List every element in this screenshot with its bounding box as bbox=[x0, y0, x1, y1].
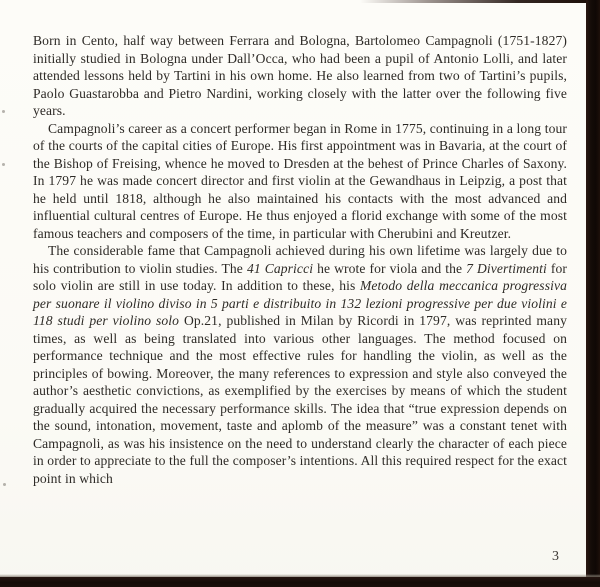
paragraph bbox=[33, 242, 567, 487]
scan-border-right bbox=[586, 0, 600, 587]
scan-speck bbox=[2, 163, 5, 166]
page-text bbox=[33, 32, 567, 487]
italic-text-run: 41 Capricci bbox=[246, 260, 314, 276]
scan-border-bottom bbox=[0, 577, 600, 587]
italic-text-run: 7 Divertimenti bbox=[466, 260, 547, 276]
italic-text-run: Metodo della meccanica progressiva per suonare il violino diviso in 5 parti e distribuito in 132 lezioni progressive per due violini e 118 studi per violino solo bbox=[33, 278, 567, 328]
text-run: Op.21, published in Milan by Ricordi in 1797, was reprinted many times, as well as being translated into various other languages. The method focused on performance technique and the most effective rules for handling the violin, as well as the principles of bowing. Moreover, the many references to expression and style also conveyed the author’s aesthetic convictions, as exemplified by the exercises by means of which the student gradually acquired the necessary performance skills. The idea that “true expression depends on the sound, intonation, movement, taste and aplomb of the measure” was a constant tenet with Campagnoli, as was his insistence on the need to understand clearly the character of each piece in order to appreciate to the full the composer’s intentions. All this required respect for the exact point in which bbox=[33, 313, 567, 486]
text-run: Born in Cento, half way between Ferrara and Bologna, Bartolomeo Campagnoli (1751-1827) initially studied in Bologna under Dall’Occa, who had been a pupil of Antonio Lolli, and later attended lessons held by Tartini in his own home. He also learned from two of Tartini’s pupils, Paolo Guastarobba and Pietro Nardini, working closely with the latter over the following five years. bbox=[33, 33, 567, 118]
text-run: for solo violin are still in use today. In addition to these, his bbox=[33, 260, 568, 293]
scan-speck bbox=[3, 483, 6, 486]
text-run: The considerable fame that Campagnoli achieved during his own lifetime was largely due to his contribution to violin studies. The bbox=[33, 243, 567, 276]
scan-border-top bbox=[360, 0, 586, 3]
page-number: 3 bbox=[552, 549, 559, 564]
paragraph bbox=[33, 120, 567, 243]
paragraph bbox=[33, 32, 567, 120]
text-run: he wrote for viola and the bbox=[313, 260, 467, 276]
text-run: Campagnoli’s career as a concert performer began in Rome in 1775, continuing in a long tour of the courts of the capital cities of Europe. His first appointment was in Bavaria, at the court of the Bishop of Freising, whence he moved to Dresden at the behest of Prince Charles of Saxony. In 1797 he was made concert director and first violin at the Gewandhaus in Leipzig, a post that he held until 1818, although he also maintained his contacts with the most advanced and influential cultural centres of Europe. He thus enjoyed a florid exchange with some of the most famous teachers and composers of the time, in particular with Cherubini and Kreutzer. bbox=[33, 120, 567, 241]
scan-speck bbox=[2, 110, 5, 113]
